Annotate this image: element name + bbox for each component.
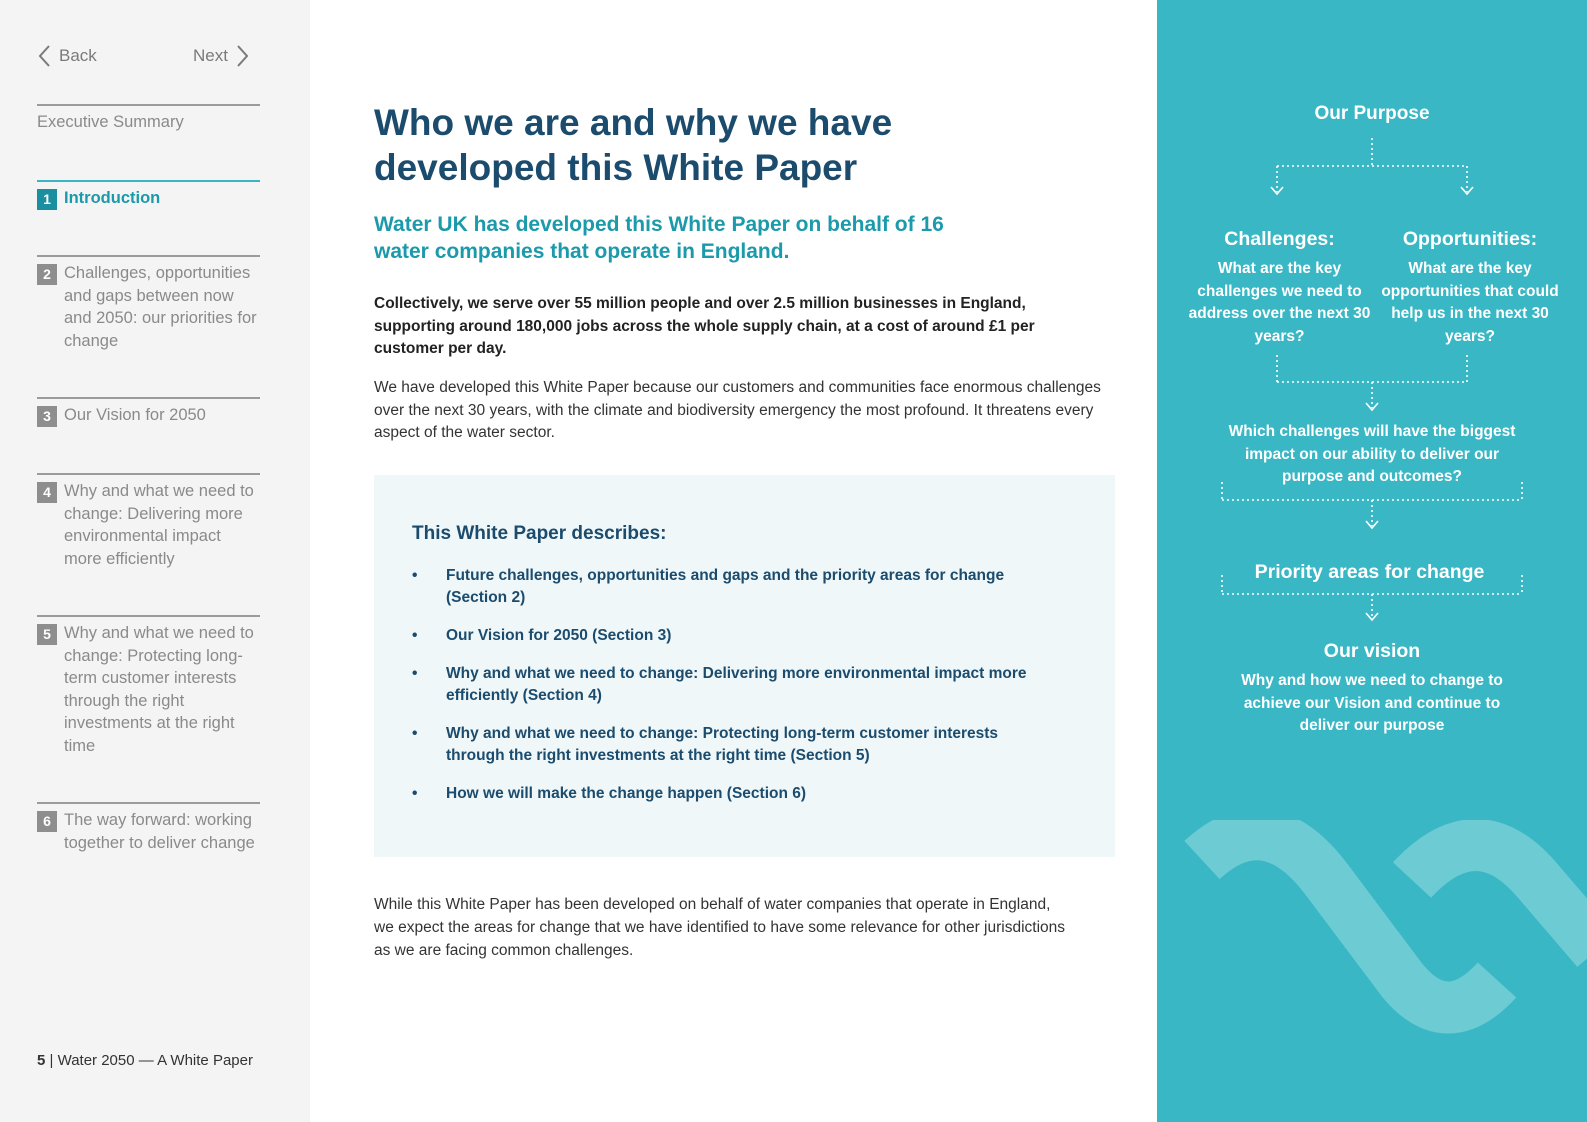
- list-item: [412, 625, 1052, 647]
- sidebar-item-challenges[interactable]: [37, 255, 260, 352]
- which-challenges-text: Which challenges will have the biggest impact on our ability to deliver our purpose and outcomes?: [1228, 423, 1516, 485]
- document-title: Water 2050 — A White Paper: [57, 1052, 253, 1069]
- sidebar-item-label: Our Vision for 2050: [64, 406, 206, 424]
- sidebar-item-way-forward[interactable]: [37, 802, 260, 854]
- wave-decoration: [1157, 820, 1587, 1122]
- list-item: [412, 723, 1052, 767]
- sidebar-item-executive-summary[interactable]: [37, 104, 260, 132]
- bullet: •: [412, 725, 418, 742]
- sidebar-item-label: Why and what we need to change: Protecting long-term customer interests through the right investments at the right time: [64, 624, 254, 755]
- page-title: Who we are and why we have developed this White Paper: [374, 102, 893, 188]
- list-item: [412, 783, 1052, 805]
- bullet: •: [412, 627, 418, 644]
- bullet: •: [412, 567, 418, 584]
- list-item-text: Our Vision for 2050 (Section 3): [446, 627, 672, 644]
- sidebar-item-label: The way forward: working together to deliver change: [64, 811, 255, 852]
- priority-areas-heading: Priority areas for change: [1254, 561, 1485, 583]
- back-label: Back: [59, 46, 97, 65]
- section-number-badge: 3: [37, 406, 57, 427]
- list-item-text: Future challenges, opportunities and gaps and the priority areas for change (Section 2): [446, 567, 1005, 606]
- challenges-text: What are the key challenges we need to address over the next 30 years?: [1188, 260, 1371, 345]
- opportunities-text: What are the key opportunities that could help us in the next 30 years?: [1381, 260, 1559, 345]
- sidebar-item-label: Executive Summary: [37, 113, 184, 131]
- back-button[interactable]: [37, 44, 97, 68]
- next-button[interactable]: [193, 44, 250, 68]
- sidebar-item-customer-interests[interactable]: [37, 615, 260, 757]
- purpose-heading: Our Purpose: [1314, 103, 1430, 124]
- list-item-text: How we will make the change happen (Section 6): [446, 785, 807, 802]
- challenges-heading: Challenges:: [1224, 228, 1335, 250]
- sidebar-item-label: Why and what we need to change: Delivering more environmental impact more efficiently: [64, 482, 254, 568]
- page-footer: [37, 1052, 253, 1069]
- purpose-flow-panel: [1157, 0, 1587, 1122]
- chevron-right-icon: [236, 44, 250, 68]
- bullet: •: [412, 665, 418, 682]
- list-item: [412, 663, 1052, 707]
- chevron-left-icon: [37, 44, 51, 68]
- sidebar-item-label: Challenges, opportunities and gaps between now and 2050: our priorities for change: [64, 264, 257, 350]
- list-item-text: Why and what we need to change: Protecting long-term customer interests through the right investments at the right time (Section 5): [446, 725, 999, 764]
- list-item: [412, 565, 1052, 609]
- describes-callout-box: [374, 475, 1115, 857]
- list-item-text: Why and what we need to change: Delivering more environmental impact more efficiently (Section 4): [446, 665, 1027, 704]
- footer-separator: |: [49, 1052, 54, 1069]
- section-number-badge: 1: [37, 189, 57, 210]
- section-number-badge: 4: [37, 482, 57, 503]
- sidebar-item-introduction[interactable]: [37, 180, 260, 210]
- describes-heading: This White Paper describes:: [412, 523, 667, 544]
- section-number-badge: 2: [37, 264, 57, 285]
- sidebar-item-label: Introduction: [64, 189, 161, 207]
- sidebar-item-vision[interactable]: [37, 397, 260, 427]
- page-subtitle: Water UK has developed this White Paper on behalf of 16 water companies that operate in England.: [374, 213, 944, 263]
- bullet: •: [412, 785, 418, 802]
- sidebar-item-environmental-impact[interactable]: [37, 473, 260, 570]
- section-number-badge: 5: [37, 624, 57, 645]
- describes-list: [412, 565, 1052, 821]
- lead-paragraph: Collectively, we serve over 55 million people and over 2.5 million businesses in England, supporting around 180,000 jobs across the whole supply chain, at a cost of around £1 per customer per day.: [374, 295, 1035, 357]
- vision-text: Why and how we need to change to achieve our Vision and continue to deliver our purpose: [1241, 672, 1503, 734]
- opportunities-heading: Opportunities:: [1402, 228, 1538, 250]
- vision-heading: Our vision: [1323, 640, 1421, 662]
- sidebar: [0, 0, 310, 1122]
- next-label: Next: [193, 46, 228, 65]
- closing-paragraph: While this White Paper has been developed on behalf of water companies that operate in England, we expect the areas for change that we have identified to have some relevance for other jurisdictions as we are facing common challenges.: [374, 896, 1066, 959]
- body-paragraph: We have developed this White Paper because our customers and communities face enormous challenges over the next 30 years, with the climate and biodiversity emergency the most profound. It threatens every aspect of the water sector.: [374, 379, 1101, 441]
- page-number: 5: [37, 1052, 46, 1069]
- section-number-badge: 6: [37, 811, 57, 832]
